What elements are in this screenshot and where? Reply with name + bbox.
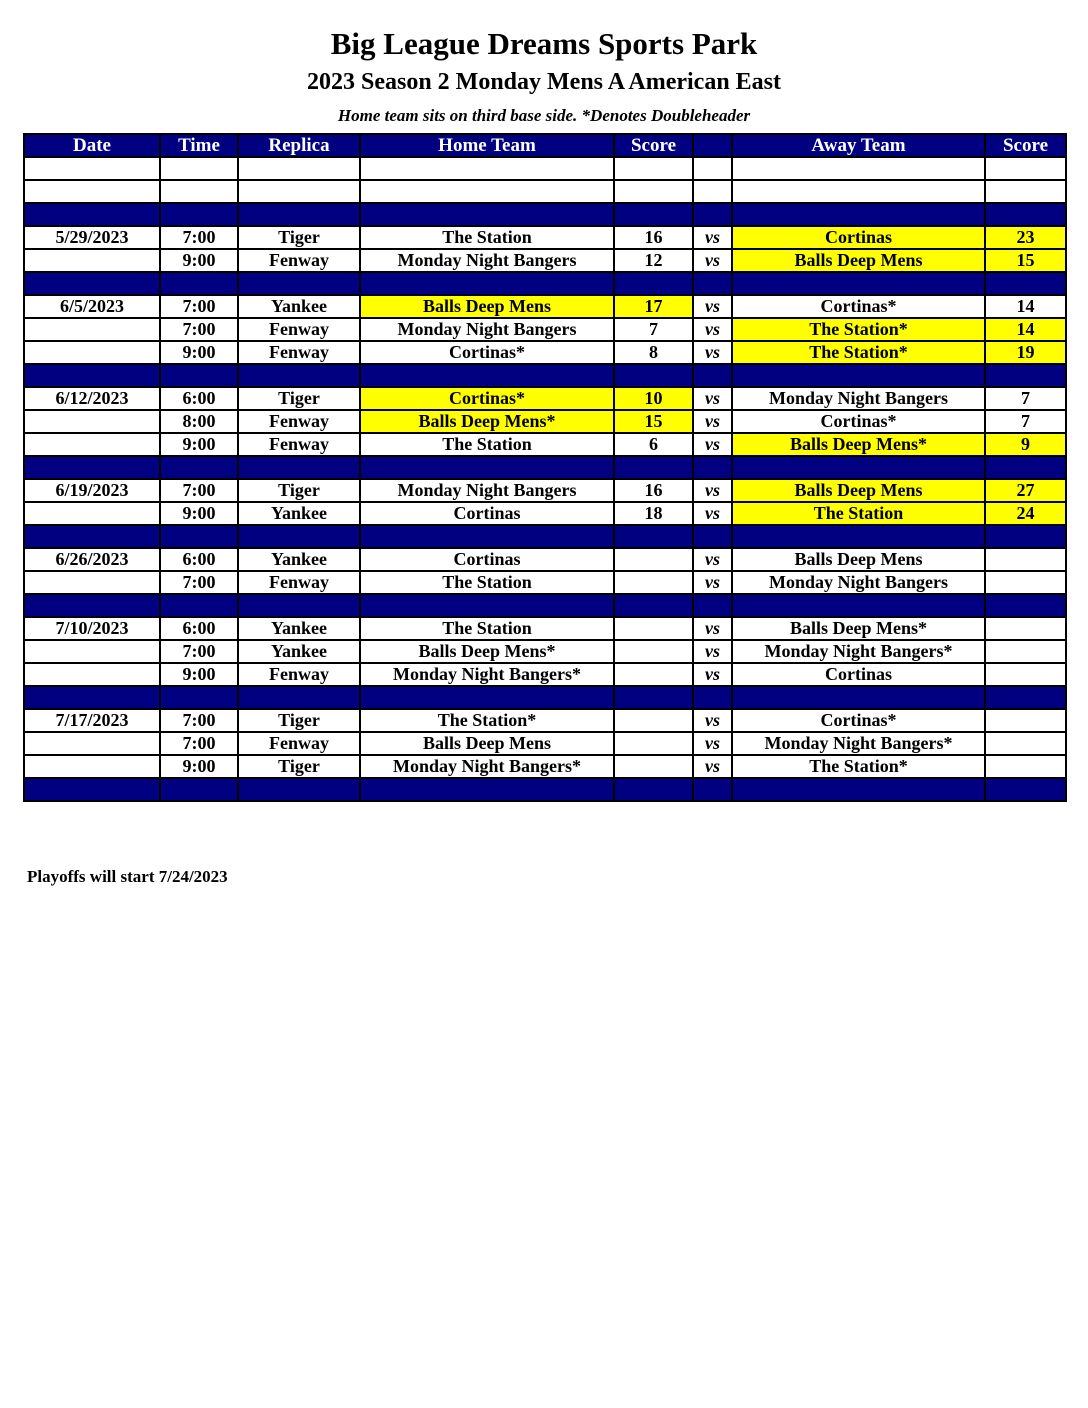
cell-home-team: The Station*: [360, 709, 614, 732]
cell-away-score: [985, 617, 1066, 640]
cell-home-team: Monday Night Bangers: [360, 479, 614, 502]
cell-replica: Fenway: [238, 410, 360, 433]
cell-home-team: Cortinas*: [360, 341, 614, 364]
cell-replica: [238, 686, 360, 709]
cell-vs: [693, 364, 732, 387]
cell-home-team: [360, 525, 614, 548]
cell-away-score: 7: [985, 387, 1066, 410]
cell-home-team: [360, 180, 614, 203]
cell-home-score: [614, 686, 693, 709]
cell-time: 9:00: [160, 755, 238, 778]
cell-home-score: 6: [614, 433, 693, 456]
cell-replica: [238, 203, 360, 226]
cell-time: 7:00: [160, 479, 238, 502]
cell-away-team: Balls Deep Mens: [732, 249, 985, 272]
cell-date: [24, 686, 160, 709]
cell-vs: vs: [693, 387, 732, 410]
separator-row: [24, 272, 1066, 295]
cell-replica: Tiger: [238, 226, 360, 249]
cell-date: [24, 410, 160, 433]
cell-away-team: Cortinas*: [732, 410, 985, 433]
cell-date: [24, 249, 160, 272]
cell-away-team: [732, 203, 985, 226]
cell-time: 7:00: [160, 226, 238, 249]
cell-time: 7:00: [160, 709, 238, 732]
cell-vs: [693, 778, 732, 801]
cell-date: [24, 456, 160, 479]
cell-date: [24, 433, 160, 456]
cell-away-score: 7: [985, 410, 1066, 433]
cell-vs: vs: [693, 640, 732, 663]
cell-vs: [693, 525, 732, 548]
cell-home-team: Cortinas: [360, 548, 614, 571]
cell-away-score: 9: [985, 433, 1066, 456]
cell-date: [24, 778, 160, 801]
cell-replica: Fenway: [238, 318, 360, 341]
schedule-body: [24, 157, 1066, 801]
cell-replica: Fenway: [238, 433, 360, 456]
separator-row: [24, 594, 1066, 617]
cell-vs: [693, 180, 732, 203]
cell-replica: [238, 157, 360, 180]
playoffs-note: Playoffs will start 7/24/2023: [27, 867, 228, 886]
cell-away-score: [985, 709, 1066, 732]
col-header-replica: Replica: [238, 134, 360, 157]
cell-away-team: The Station*: [732, 755, 985, 778]
cell-away-score: [985, 272, 1066, 295]
cell-time: 6:00: [160, 617, 238, 640]
cell-replica: [238, 180, 360, 203]
cell-away-score: 14: [985, 295, 1066, 318]
cell-away-score: [985, 594, 1066, 617]
cell-time: 7:00: [160, 295, 238, 318]
cell-time: [160, 594, 238, 617]
cell-replica: [238, 525, 360, 548]
cell-vs: vs: [693, 433, 732, 456]
cell-time: [160, 525, 238, 548]
cell-away-team: Monday Night Bangers: [732, 571, 985, 594]
cell-time: 6:00: [160, 548, 238, 571]
cell-replica: Yankee: [238, 502, 360, 525]
cell-away-team: The Station: [732, 502, 985, 525]
cell-home-team: The Station: [360, 433, 614, 456]
cell-away-score: 14: [985, 318, 1066, 341]
table-row: [24, 341, 1066, 364]
separator-row: [24, 778, 1066, 801]
cell-home-team: Monday Night Bangers: [360, 318, 614, 341]
table-row: [24, 295, 1066, 318]
table-row: [24, 755, 1066, 778]
cell-vs: vs: [693, 548, 732, 571]
cell-replica: Tiger: [238, 387, 360, 410]
cell-away-score: [985, 778, 1066, 801]
cell-home-team: [360, 778, 614, 801]
cell-vs: vs: [693, 249, 732, 272]
cell-away-team: Balls Deep Mens*: [732, 617, 985, 640]
cell-away-score: [985, 755, 1066, 778]
cell-home-team: [360, 272, 614, 295]
col-header-home-score: Score: [614, 134, 693, 157]
cell-date: 5/29/2023: [24, 226, 160, 249]
cell-home-team: [360, 157, 614, 180]
separator-row: [24, 686, 1066, 709]
cell-home-team: Cortinas*: [360, 387, 614, 410]
cell-away-team: Cortinas*: [732, 709, 985, 732]
cell-away-score: [985, 203, 1066, 226]
separator-row: [24, 203, 1066, 226]
cell-replica: Yankee: [238, 617, 360, 640]
table-row: [24, 663, 1066, 686]
cell-time: [160, 203, 238, 226]
col-header-away-team: Away Team: [732, 134, 985, 157]
cell-date: [24, 663, 160, 686]
cell-replica: Tiger: [238, 755, 360, 778]
cell-home-score: 7: [614, 318, 693, 341]
cell-home-score: [614, 525, 693, 548]
table-row: [24, 548, 1066, 571]
cell-date: [24, 571, 160, 594]
separator-row: [24, 525, 1066, 548]
cell-away-team: Monday Night Bangers*: [732, 640, 985, 663]
cell-replica: Yankee: [238, 640, 360, 663]
cell-vs: [693, 686, 732, 709]
cell-away-team: Cortinas: [732, 226, 985, 249]
cell-home-team: Balls Deep Mens*: [360, 640, 614, 663]
cell-away-team: Balls Deep Mens: [732, 479, 985, 502]
cell-away-team: The Station*: [732, 341, 985, 364]
cell-home-score: 18: [614, 502, 693, 525]
cell-vs: vs: [693, 341, 732, 364]
cell-replica: Fenway: [238, 571, 360, 594]
cell-away-score: [985, 456, 1066, 479]
cell-time: [160, 180, 238, 203]
cell-date: [24, 364, 160, 387]
cell-home-score: [614, 732, 693, 755]
cell-home-score: [614, 203, 693, 226]
cell-time: [160, 157, 238, 180]
table-row: [24, 387, 1066, 410]
cell-vs: vs: [693, 410, 732, 433]
cell-home-score: [614, 157, 693, 180]
cell-replica: Fenway: [238, 663, 360, 686]
cell-vs: vs: [693, 709, 732, 732]
cell-home-score: 17: [614, 295, 693, 318]
table-row: [24, 249, 1066, 272]
cell-date: 6/19/2023: [24, 479, 160, 502]
cell-date: 7/17/2023: [24, 709, 160, 732]
cell-date: 6/12/2023: [24, 387, 160, 410]
col-header-away-score: Score: [985, 134, 1066, 157]
cell-away-score: [985, 180, 1066, 203]
page-subtitle: 2023 Season 2 Monday Mens A American East: [306, 69, 782, 95]
cell-away-team: [732, 272, 985, 295]
cell-home-team: The Station: [360, 226, 614, 249]
cell-date: [24, 755, 160, 778]
cell-replica: [238, 364, 360, 387]
cell-date: [24, 157, 160, 180]
cell-away-team: The Station*: [732, 318, 985, 341]
cell-vs: vs: [693, 732, 732, 755]
cell-vs: vs: [693, 617, 732, 640]
cell-away-score: [985, 663, 1066, 686]
cell-home-score: 12: [614, 249, 693, 272]
cell-vs: [693, 456, 732, 479]
cell-home-team: [360, 364, 614, 387]
cell-home-score: [614, 640, 693, 663]
page-title: Big League Dreams Sports Park: [330, 26, 758, 61]
table-row: [24, 502, 1066, 525]
cell-home-team: The Station: [360, 571, 614, 594]
cell-home-team: Monday Night Bangers: [360, 249, 614, 272]
cell-away-team: [732, 594, 985, 617]
cell-away-score: [985, 157, 1066, 180]
cell-away-score: [985, 364, 1066, 387]
cell-replica: [238, 272, 360, 295]
cell-home-score: [614, 571, 693, 594]
cell-date: [24, 502, 160, 525]
cell-home-score: [614, 180, 693, 203]
cell-home-team: Monday Night Bangers*: [360, 755, 614, 778]
cell-away-score: 15: [985, 249, 1066, 272]
cell-time: 8:00: [160, 410, 238, 433]
cell-replica: Fenway: [238, 341, 360, 364]
blank-row: [24, 180, 1066, 203]
cell-home-team: Balls Deep Mens*: [360, 410, 614, 433]
col-header-time: Time: [160, 134, 238, 157]
blank-row: [24, 157, 1066, 180]
cell-vs: vs: [693, 479, 732, 502]
cell-away-score: [985, 686, 1066, 709]
cell-time: [160, 272, 238, 295]
cell-home-score: 16: [614, 479, 693, 502]
cell-away-score: [985, 525, 1066, 548]
cell-away-team: [732, 686, 985, 709]
cell-date: [24, 732, 160, 755]
cell-away-team: Cortinas*: [732, 295, 985, 318]
cell-home-score: [614, 594, 693, 617]
cell-vs: vs: [693, 295, 732, 318]
cell-home-score: 15: [614, 410, 693, 433]
cell-date: 6/26/2023: [24, 548, 160, 571]
cell-replica: Yankee: [238, 295, 360, 318]
cell-away-team: Cortinas: [732, 663, 985, 686]
cell-date: [24, 640, 160, 663]
cell-time: 7:00: [160, 318, 238, 341]
table-row: [24, 640, 1066, 663]
cell-home-score: [614, 364, 693, 387]
cell-vs: vs: [693, 502, 732, 525]
cell-vs: [693, 594, 732, 617]
cell-time: [160, 778, 238, 801]
cell-home-team: [360, 686, 614, 709]
cell-time: 6:00: [160, 387, 238, 410]
cell-away-team: [732, 525, 985, 548]
cell-away-team: Balls Deep Mens*: [732, 433, 985, 456]
separator-row: [24, 456, 1066, 479]
cell-home-score: [614, 709, 693, 732]
cell-home-score: [614, 548, 693, 571]
cell-away-score: 23: [985, 226, 1066, 249]
cell-home-score: [614, 778, 693, 801]
table-row: [24, 410, 1066, 433]
table-row: [24, 318, 1066, 341]
table-header-row: [24, 134, 1066, 157]
cell-home-team: Cortinas: [360, 502, 614, 525]
table-row: [24, 617, 1066, 640]
cell-home-team: Balls Deep Mens: [360, 295, 614, 318]
cell-home-score: 16: [614, 226, 693, 249]
cell-time: 7:00: [160, 571, 238, 594]
col-header-home-team: Home Team: [360, 134, 614, 157]
cell-home-score: 8: [614, 341, 693, 364]
cell-date: [24, 525, 160, 548]
cell-vs: vs: [693, 663, 732, 686]
cell-time: [160, 456, 238, 479]
cell-home-score: [614, 272, 693, 295]
cell-home-team: [360, 456, 614, 479]
cell-home-team: Balls Deep Mens: [360, 732, 614, 755]
cell-time: 9:00: [160, 341, 238, 364]
cell-replica: Fenway: [238, 249, 360, 272]
cell-time: [160, 686, 238, 709]
cell-vs: [693, 203, 732, 226]
cell-away-team: Monday Night Bangers*: [732, 732, 985, 755]
cell-date: 6/5/2023: [24, 295, 160, 318]
cell-time: [160, 364, 238, 387]
cell-away-team: Balls Deep Mens: [732, 548, 985, 571]
cell-date: [24, 180, 160, 203]
cell-time: 7:00: [160, 732, 238, 755]
cell-replica: Tiger: [238, 709, 360, 732]
cell-away-score: 24: [985, 502, 1066, 525]
cell-vs: vs: [693, 571, 732, 594]
cell-home-team: [360, 594, 614, 617]
schedule-table: [23, 133, 1067, 802]
cell-away-score: [985, 548, 1066, 571]
col-header-date: Date: [24, 134, 160, 157]
cell-time: 7:00: [160, 640, 238, 663]
cell-date: [24, 318, 160, 341]
cell-home-team: The Station: [360, 617, 614, 640]
cell-replica: Yankee: [238, 548, 360, 571]
cell-date: [24, 203, 160, 226]
cell-home-team: [360, 203, 614, 226]
cell-away-team: [732, 180, 985, 203]
table-row: [24, 571, 1066, 594]
table-row: [24, 479, 1066, 502]
cell-away-score: [985, 732, 1066, 755]
cell-home-score: [614, 456, 693, 479]
cell-away-score: 27: [985, 479, 1066, 502]
cell-date: [24, 272, 160, 295]
cell-away-score: [985, 571, 1066, 594]
cell-date: [24, 341, 160, 364]
cell-away-team: [732, 778, 985, 801]
cell-time: 9:00: [160, 663, 238, 686]
cell-home-score: 10: [614, 387, 693, 410]
table-row: [24, 732, 1066, 755]
cell-vs: vs: [693, 755, 732, 778]
cell-away-team: Monday Night Bangers: [732, 387, 985, 410]
cell-vs: [693, 272, 732, 295]
cell-replica: [238, 594, 360, 617]
cell-away-team: [732, 456, 985, 479]
cell-date: 7/10/2023: [24, 617, 160, 640]
cell-date: [24, 594, 160, 617]
cell-home-score: [614, 617, 693, 640]
cell-time: 9:00: [160, 502, 238, 525]
cell-away-team: [732, 157, 985, 180]
cell-time: 9:00: [160, 249, 238, 272]
table-row: [24, 709, 1066, 732]
cell-away-score: [985, 640, 1066, 663]
cell-vs: vs: [693, 226, 732, 249]
doubleheader-note: Home team sits on third base side. *Denotes Doubleheader: [337, 106, 751, 125]
cell-time: 9:00: [160, 433, 238, 456]
cell-vs: [693, 157, 732, 180]
table-row: [24, 433, 1066, 456]
cell-replica: [238, 778, 360, 801]
cell-vs: vs: [693, 318, 732, 341]
cell-replica: Tiger: [238, 479, 360, 502]
col-header-vs: [693, 134, 732, 157]
separator-row: [24, 364, 1066, 387]
cell-away-score: 19: [985, 341, 1066, 364]
cell-away-team: [732, 364, 985, 387]
cell-replica: Fenway: [238, 732, 360, 755]
cell-home-score: [614, 663, 693, 686]
cell-home-score: [614, 755, 693, 778]
cell-replica: [238, 456, 360, 479]
table-row: [24, 226, 1066, 249]
cell-home-team: Monday Night Bangers*: [360, 663, 614, 686]
